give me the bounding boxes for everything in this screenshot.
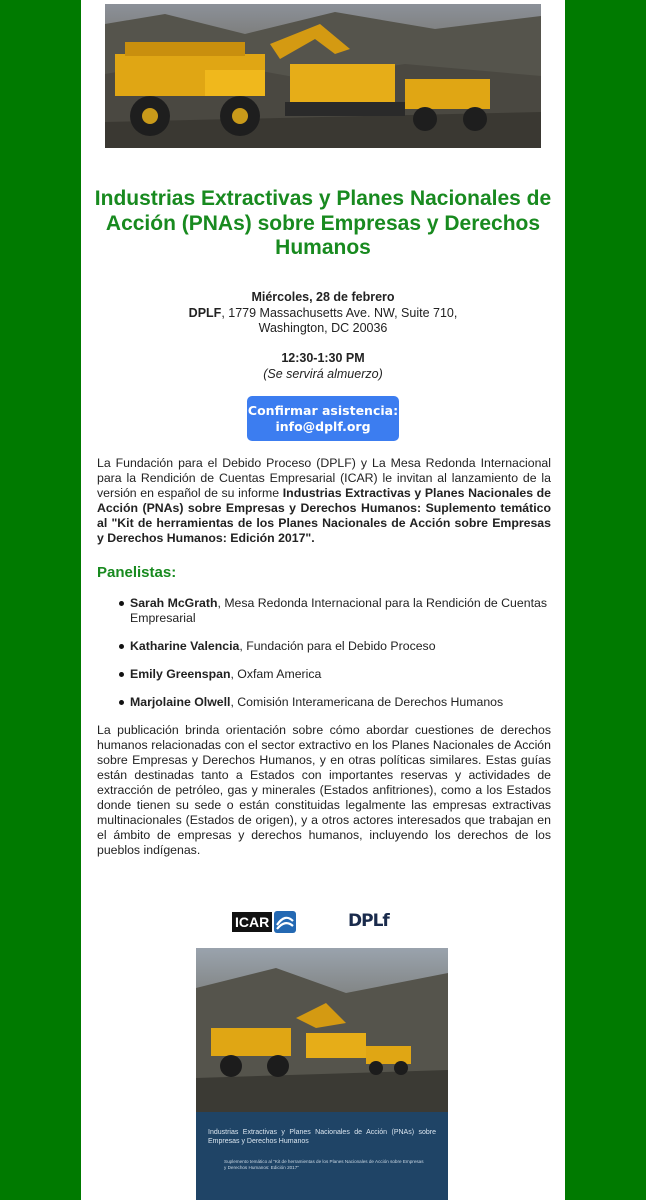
- report-title: Industrias Extractivas y Planes Nacionales de Acción (PNAs) sobre Empresas y Derechos Humanos: Suplemento temático al "Kit de herramientas de los Planes Nacionales de Acción sobre Empresas y Derechos Humanos: Edición 2017".: [97, 486, 552, 545]
- event-date: Miércoles, 28 de febrero: [251, 290, 395, 304]
- event-city: Washington, DC 20036: [258, 321, 388, 335]
- event-address: DPLF, 1779 Massachusetts Ave. NW, Suite 710,: [188, 305, 458, 320]
- cover-photo: [196, 948, 448, 1112]
- panelist-item: Marjolaine Olwell, Comisión Interamericana de Derechos Humanos: [130, 695, 550, 710]
- icar-swirl-icon: [274, 911, 296, 933]
- event-time-block: [81, 351, 565, 382]
- cover-title-band: [196, 1112, 448, 1200]
- dplf-logo: DPLf: [348, 911, 389, 931]
- cover-title: Industrias Extractivas y Planes Nacionales de Acción (PNAs) sobre Empresas y Derechos Humanos: [208, 1129, 436, 1145]
- event-details: [81, 290, 565, 337]
- cover-subtitle: Suplemento temático al "Kit de herramientas de los Planes Nacionales de Acción sobre Empresas y Derechos Humanos: Edición 2017": [224, 1159, 424, 1170]
- rsvp-button[interactable]: [247, 396, 399, 441]
- panelist-item: Katharine Valencia, Fundación para el Debido Proceso: [130, 639, 550, 654]
- event-time: 12:30-1:30 PM: [281, 351, 365, 365]
- panelist-item: Emily Greenspan, Oxfam America: [130, 667, 550, 682]
- hero-image-mining-trucks: [105, 4, 541, 148]
- event-title: Industrias Extractivas y Planes Nacionales de Acción (PNAs) sobre Empresas y Derechos Humanos: [94, 187, 552, 259]
- event-org: DPLF: [188, 305, 222, 320]
- panelist-item: Sarah McGrath, Mesa Redonda Internacional para la Rendición de Cuentas Empresarial: [130, 596, 550, 626]
- icar-logo: ICAR: [232, 911, 300, 933]
- description-paragraph: La publicación brinda orientación sobre cómo abordar cuestiones de derechos humanos relacionadas con el sector extractivo en los Planes Nacionales de Acción sobre Empresas y Derechos Humanos, y en otras políticas similares. Estas guías están destinadas tanto a Estados con importantes reservas y actividades de extracción de petróleo, gas y minerales (Estados anfitriones), como a los Estados donde tienen su sede o están constituidas legalmente las empresas extractivas multinacionales (Estados de origen), y a otros actores interesados que trabajan en el ámbito de empresas y derechos humanos, incluyendo los derechos de los pueblos indígenas.: [97, 723, 551, 857]
- event-note: (Se servirá almuerzo): [263, 366, 383, 381]
- intro-paragraph: La Fundación para el Debido Proceso (DPLF) y La Mesa Redonda Internacional para la Rendición de Cuentas Empresarial (ICAR) le invitan al lanzamiento de la versión en español de su informe Industrias Extractivas y Planes Nacionales de Acción (PNAs) sobre Empresas y Derechos Humanos: Suplemento temático al "Kit de herramientas de los Planes Nacionales de Acción sobre Empresas y Derechos Humanos: Edición 2017".: [97, 456, 552, 545]
- rsvp-label: Confirmar asistencia:: [247, 402, 399, 418]
- email-body: [81, 0, 565, 1200]
- rsvp-email: info@dplf.org: [275, 418, 371, 434]
- partner-logos: [232, 909, 402, 937]
- report-cover-image[interactable]: [196, 948, 448, 1200]
- panelists-heading: Panelistas:: [97, 564, 177, 581]
